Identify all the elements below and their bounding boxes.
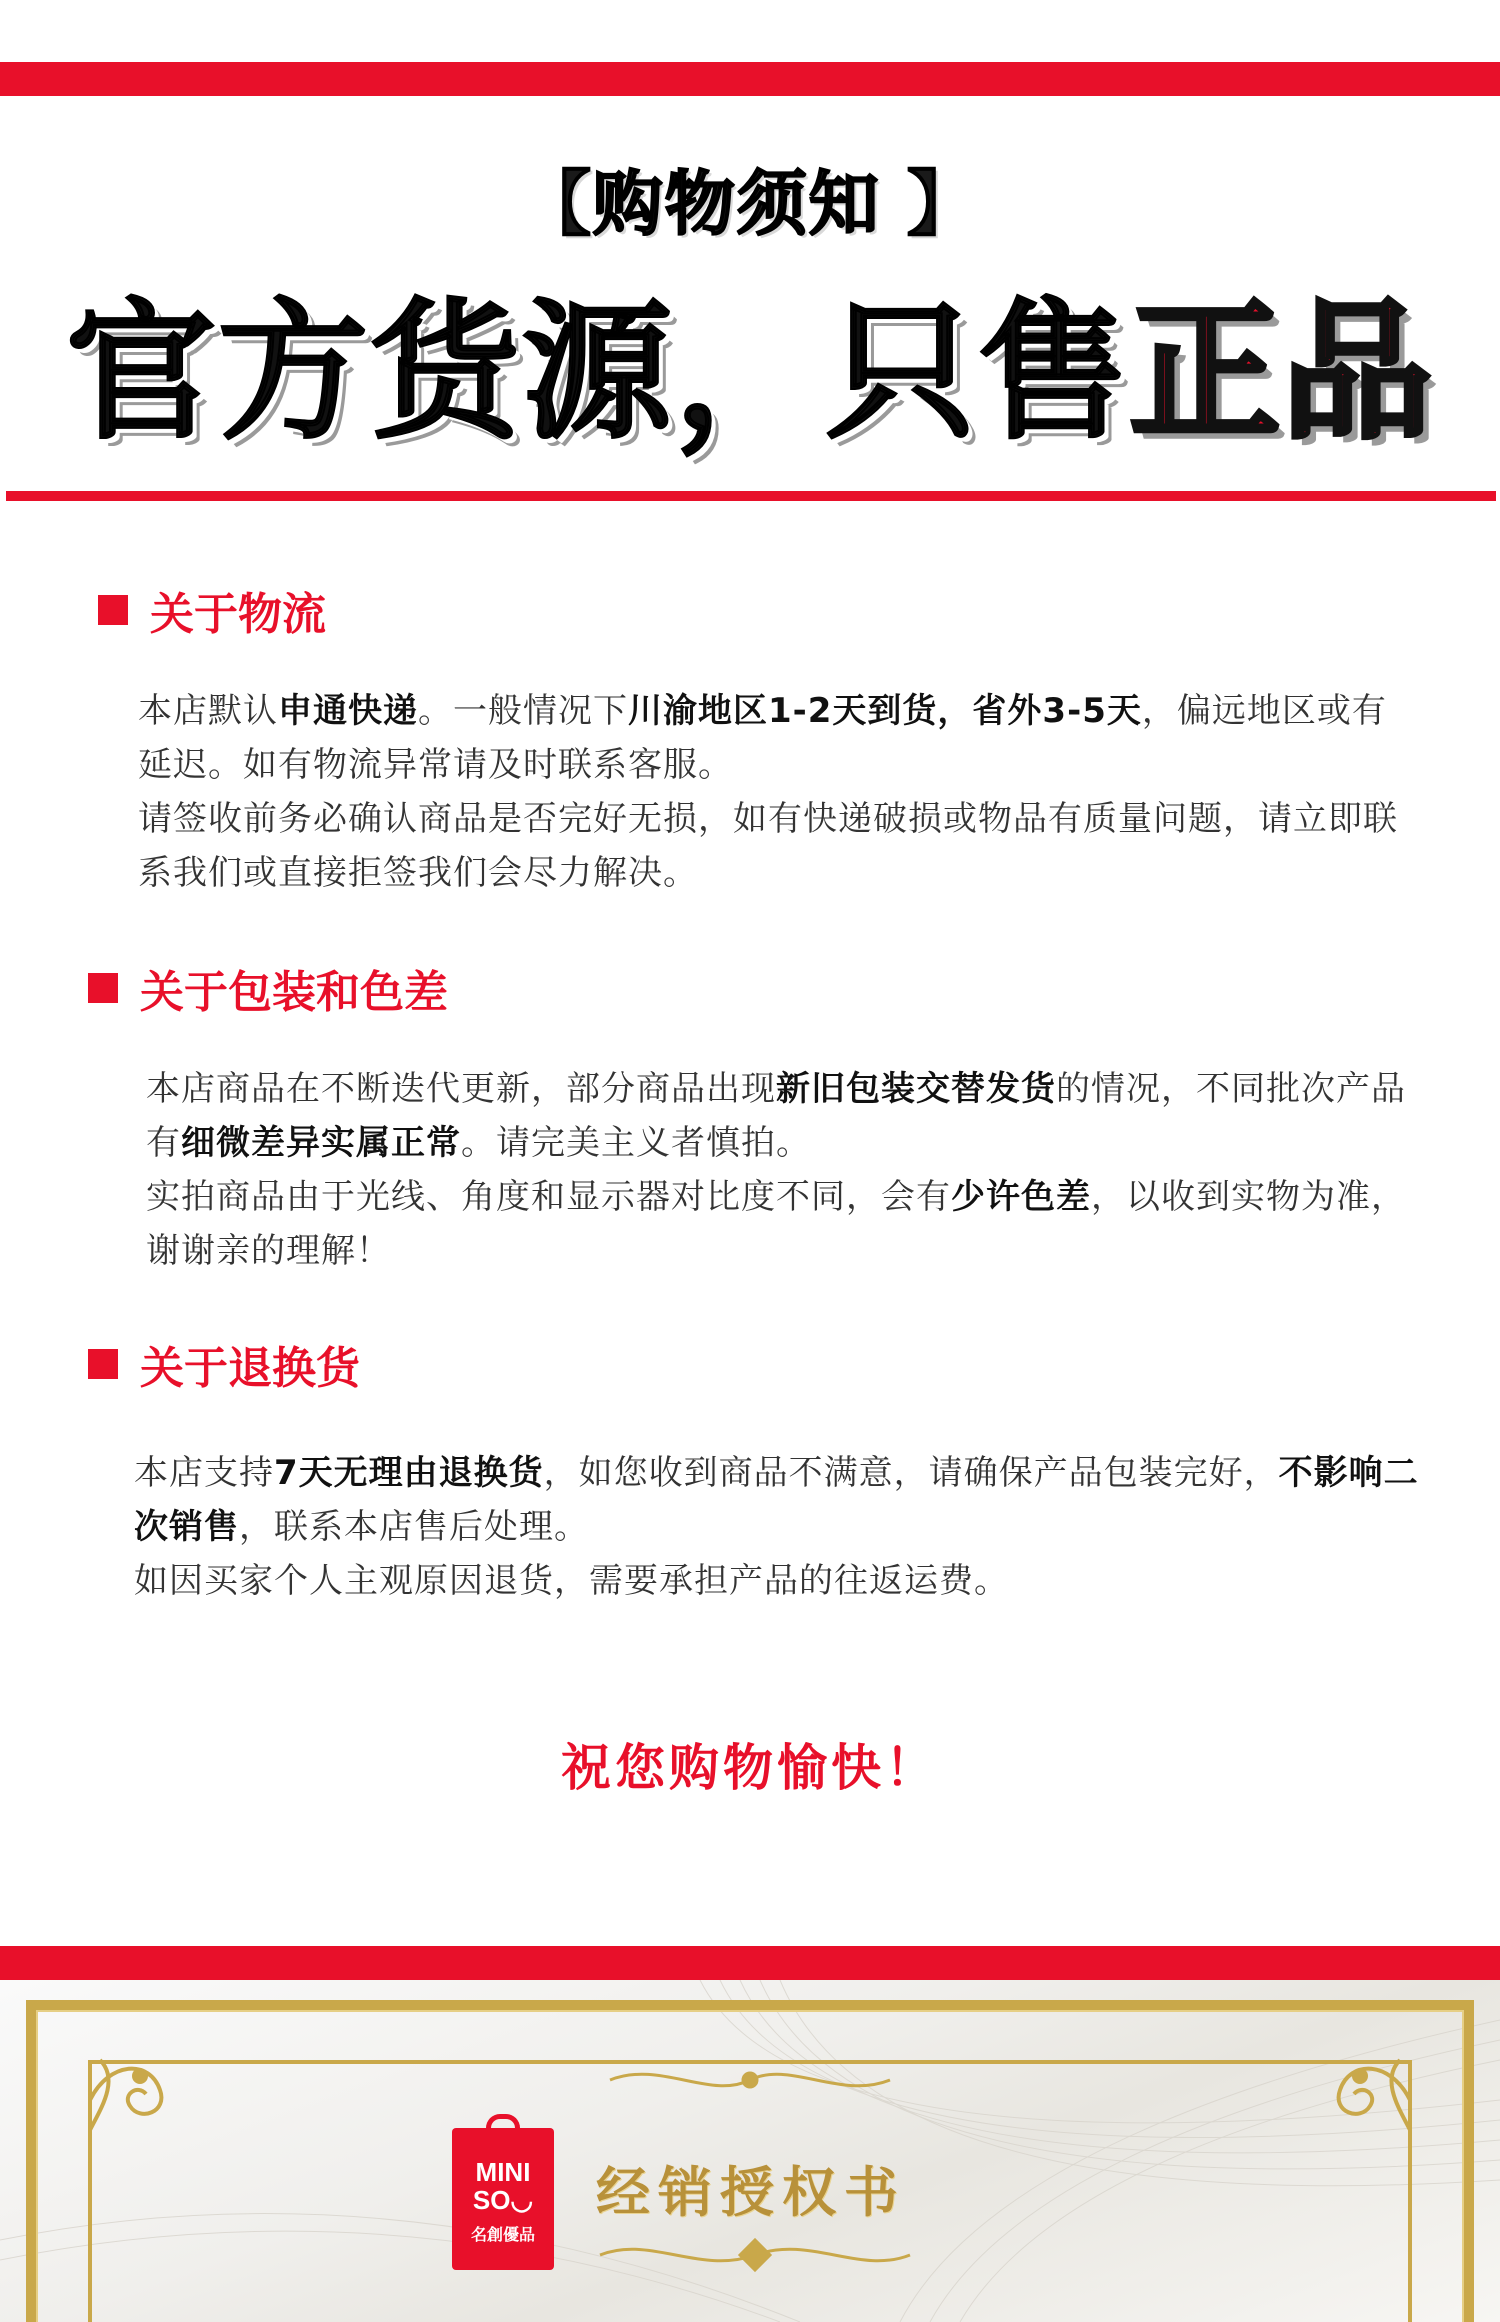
top-red-bar [0,62,1500,96]
packaging-paragraph-2 [146,1170,1416,1278]
returns-paragraph-2 [134,1554,1434,1608]
bottom-red-bar [0,1946,1500,1980]
ornament-corner-right-icon [1300,2040,1420,2160]
section-heading-label: 关于物流 [150,589,326,640]
square-bullet-icon [98,595,128,625]
paragraph-text: 本店默认 [138,691,278,731]
emphasized-text: 细微差异实属正常 [181,1123,461,1163]
logo-line-3: 名創優品 [470,2225,535,2244]
emphasized-text: 新旧包装交替发货 [776,1069,1056,1109]
logistics-paragraph-1 [138,684,1408,792]
header-divider [6,491,1496,501]
section-heading-returns [88,1332,360,1396]
section-heading-logistics [98,578,326,642]
logistics-paragraph-2 [138,792,1408,900]
logo-line-1: MINI [475,2157,531,2187]
logo-line-2: SO◡ [472,2185,534,2215]
section-heading-packaging [88,956,448,1020]
authorization-certificate [0,1980,1500,2322]
square-bullet-icon [88,1349,118,1379]
paragraph-text: 请签收前务必确认商品是否完好无损，如有快递破损或物品有质量问题，请立即联系我们或直接拒签我们会尽力解决。 [138,799,1398,893]
paragraph-text: 的情况，不同批次产品有 [146,1069,1406,1163]
paragraph-text: ，如您收到商品不满意，请确保产品包装完好， [543,1453,1279,1493]
paragraph-text: 如因买家个人主观原因退货，需要承担产品的往返运费。 [134,1561,1009,1601]
ornament-top-center-icon [600,2060,900,2100]
miniso-logo [452,2128,554,2270]
bag-handle-icon [486,2114,520,2134]
emphasized-text: 少许色差 [951,1177,1091,1217]
paragraph-text: 。一般情况下 [418,691,628,731]
square-bullet-icon [88,973,118,1003]
paragraph-text: 本店支持 [134,1453,274,1493]
notice-title: 【购物须知 】 [520,163,980,245]
ornament-title-underline-icon [590,2230,920,2280]
packaging-paragraph-1 [146,1062,1416,1170]
slogan-highlight: 正品 [1130,286,1435,460]
section-heading-label: 关于包装和色差 [140,967,448,1018]
emphasized-text: 川渝地区1-2天到货，省外3-5天 [628,691,1142,731]
ornament-corner-left-icon [80,2040,200,2160]
paragraph-text: ，以收到实物为准，谢谢亲的理解！ [146,1177,1406,1271]
emphasized-text: 申通快递 [278,691,418,731]
returns-paragraph-1 [134,1446,1434,1554]
section-heading-label: 关于退换货 [140,1343,360,1394]
paragraph-text: 。请完美主义者慎拍。 [461,1123,811,1163]
slogan-main: 官方货源，只售 [65,286,1130,460]
paragraph-text: ，联系本店售后处理。 [239,1507,589,1547]
paragraph-text: ，偏远地区或有延迟。如有物流异常请及时联系客服。 [138,691,1387,785]
emphasized-text: 7天无理由退换货 [274,1453,544,1493]
paragraph-text: 实拍商品由于光线、角度和显示器对比度不同，会有 [146,1177,951,1217]
closing-message: 祝您购物愉快！ [561,1739,939,1797]
certificate-title: 经销授权书 [596,2161,906,2224]
slogan [0,288,1500,458]
emphasized-text: 不影响二次销售 [134,1453,1419,1547]
paragraph-text: 本店商品在不断迭代更新，部分商品出现 [146,1069,776,1109]
